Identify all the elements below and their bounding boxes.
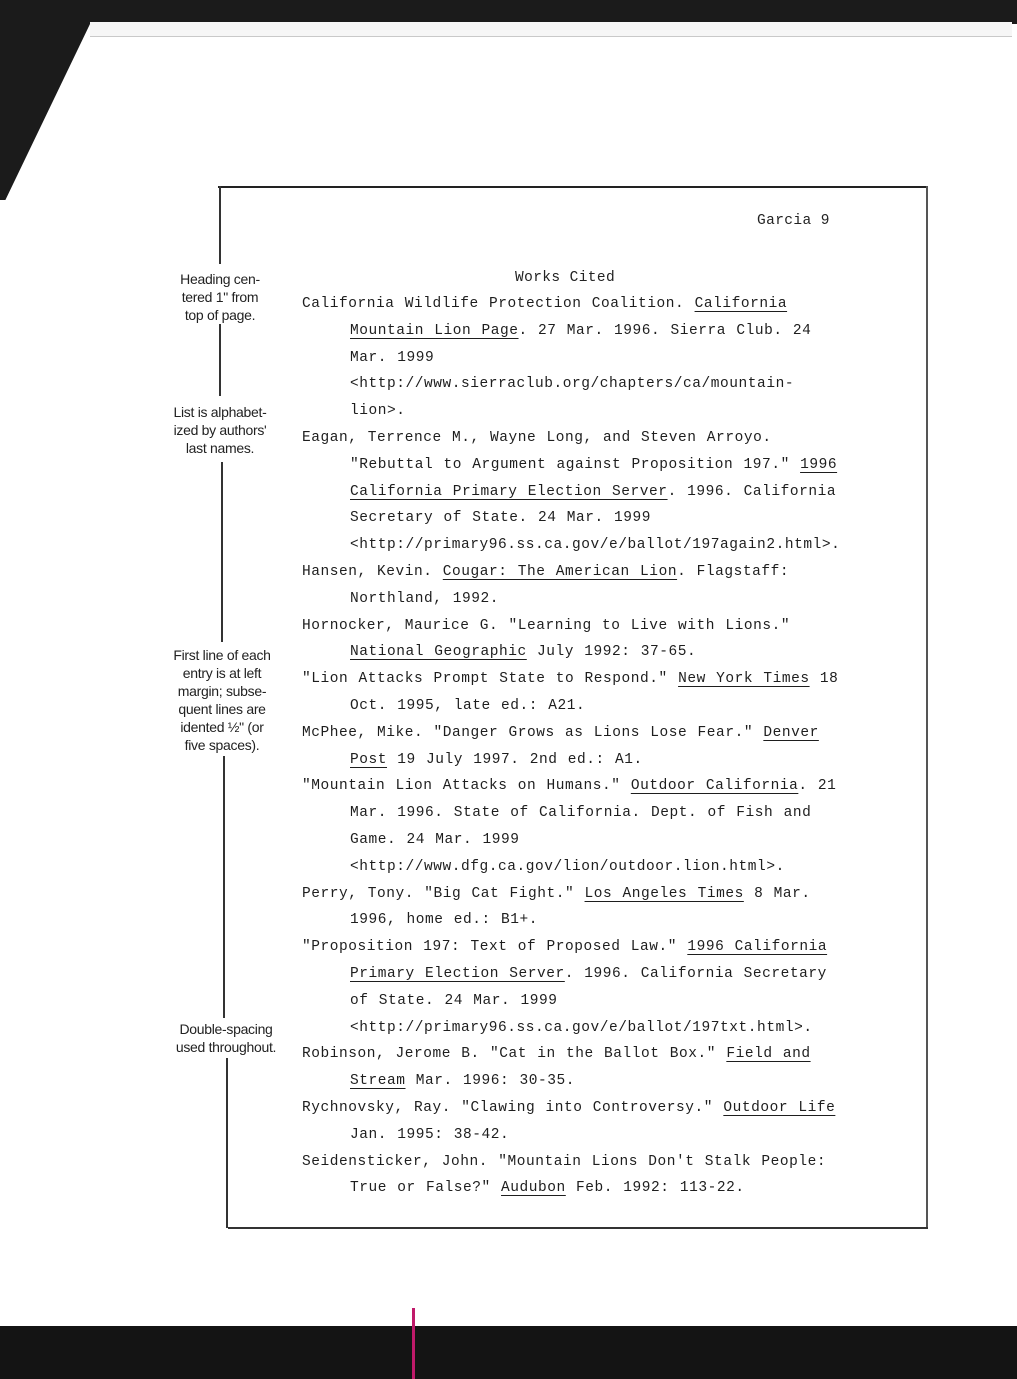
citation-text: Hansen, Kevin. (302, 563, 443, 580)
page-frame-right (926, 186, 928, 1228)
citation-entry (302, 881, 842, 935)
citation-text: Feb. 1992: 113-22. (565, 1180, 745, 1197)
citation-text: . 1996. California Secretary of State. 24 Mar. 1999 <http://primary96.ss.ca.gov/e/ballot/197txt.html>. (350, 965, 827, 1036)
callout-line (226, 1058, 228, 1228)
annotation-alphabetized: List is alphabet- ized by authors' last names. (158, 403, 282, 457)
citation-text: "Proposition 197: Text of Proposed Law." (302, 939, 688, 956)
citation-text: California Wildlife Protection Coalition. (302, 296, 695, 312)
citation-text: 19 July 1997. 2nd ed.: A1. (387, 751, 643, 768)
citation-text: 8 Mar. 1996, home ed.: B1+. (350, 885, 811, 929)
annotation-heading: Heading cen- tered 1" from top of page. (160, 270, 280, 324)
scan-background-top (0, 0, 1017, 24)
citation-text: Eagan, Terrence M., Wayne Long, and Steven Arroyo. "Rebuttal to Argument against Proposition 197." (302, 429, 801, 473)
citation-text: 18 Oct. 1995, late ed.: A21. (350, 671, 839, 714)
callout-line (219, 322, 221, 396)
citation-text: Hornocker, Maurice G. "Learning to Live with Lions." (302, 617, 791, 634)
running-head: Garcia 9 (757, 213, 830, 229)
citation-entry (302, 1041, 842, 1095)
page-title: Works Cited (515, 270, 616, 286)
page-frame-top (218, 186, 927, 188)
citation-text: Rychnovsky, Ray. "Clawing into Controversy." (302, 1099, 724, 1116)
scan-background-bottom (0, 1326, 1017, 1379)
citation-entry (302, 559, 842, 613)
citation-entry (302, 613, 842, 667)
citation-text: . 1996. California Secretary of State. 24 Mar. 1999 <http://primary96.ss.ca.gov/e/ballot/197again2.html>. (350, 483, 841, 554)
citation-title: National Geographic (350, 644, 527, 661)
callout-line (219, 186, 221, 264)
citation-title: Outdoor California (630, 778, 799, 795)
citation-entry (302, 425, 842, 559)
citation-text: . 21 Mar. 1996. State of California. Dept. of Fish and Game. 24 Mar. 1999 <http://www.dfg.ca.gov/lion/outdoor.lion.html>. (350, 778, 837, 875)
citation-title: 1996 California Primary Election Server (350, 456, 838, 500)
citation-title: Cougar: The American Lion (442, 563, 678, 580)
citation-entry (302, 934, 842, 1041)
citation-text: . Flagstaff: Northland, 1992. (350, 563, 790, 607)
citation-title: Outdoor Life (723, 1099, 836, 1116)
citation-entry (302, 666, 842, 720)
citation-title: 1996 California Primary Election Server (350, 939, 828, 982)
annotation-double-spacing: Double-spacing used throughout. (164, 1020, 288, 1056)
citation-text: "Mountain Lion Attacks on Humans." (302, 778, 631, 795)
citation-text: Jan. 1995: 38-42. (350, 1126, 510, 1143)
citation-entry (302, 291, 842, 425)
citation-title: Denver Post (350, 724, 819, 768)
citation-text: Perry, Tony. "Big Cat Fight." (302, 885, 585, 902)
citation-text: McPhee, Mike. "Danger Grows as Lions Lose Fear." (302, 724, 764, 741)
citation-title: New York Times (678, 671, 810, 688)
scan-background-corner (0, 0, 90, 200)
citation-entry (302, 1149, 842, 1203)
citation-entry (302, 720, 842, 774)
callout-line (221, 462, 223, 642)
underlying-sheet-edge (90, 22, 1012, 37)
citation-text: . 27 Mar. 1996. Sierra Club. 24 Mar. 1999 <http://www.sierraclub.org/chapters/ca/mountain-lion>. (350, 322, 812, 420)
citation-title: Field and Stream (350, 1046, 811, 1090)
callout-line (223, 756, 225, 1018)
page-gutter-mark (412, 1308, 415, 1379)
citation-text: July 1992: 37-65. (526, 644, 697, 661)
citation-title: Audubon (501, 1180, 566, 1197)
citation-text: Mar. 1996: 30-35. (405, 1073, 576, 1090)
citation-text: Robinson, Jerome B. "Cat in the Ballot Box." (302, 1046, 727, 1063)
citation-title: Los Angeles Times (584, 885, 744, 902)
citation-text: Seidensticker, John. "Mountain Lions Don't Stalk People: True or False?" (302, 1153, 827, 1197)
page-frame-bottom (228, 1227, 928, 1229)
citation-entry (302, 773, 842, 880)
citation-title: California Mountain Lion Page (350, 296, 788, 339)
citation-entry (302, 1095, 842, 1149)
citation-text: "Lion Attacks Prompt State to Respond." (302, 671, 679, 688)
annotation-hanging-indent: First line of each entry is at left margin; subse- quent lines are idented ½" (or five spaces). (160, 646, 284, 754)
works-cited-list (302, 291, 842, 1202)
